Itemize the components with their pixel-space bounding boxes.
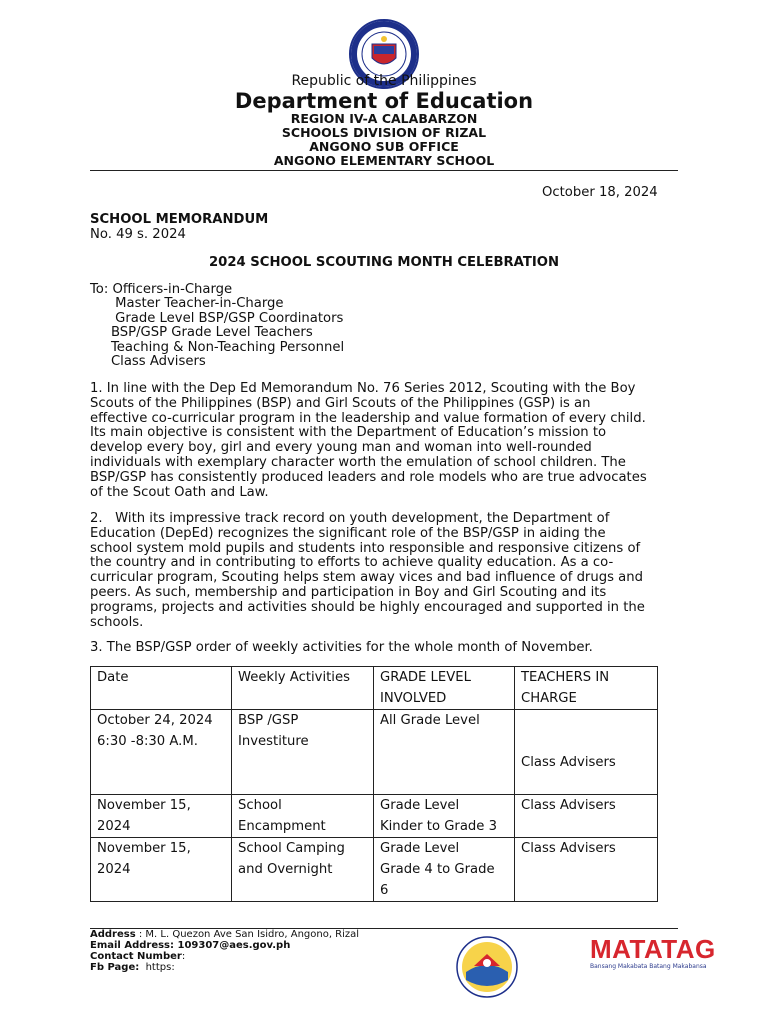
recipient-line: Master Teacher-in-Charge bbox=[90, 296, 284, 312]
footer-fb: Fb Page: https: bbox=[90, 962, 175, 973]
matatag-tagline: Bansang Makabata Batang Makabansa bbox=[590, 963, 707, 970]
bagong-pilipinas-logo-icon bbox=[456, 936, 518, 998]
paragraph-1 bbox=[90, 382, 680, 500]
table-cell-grade: Grade Level Grade 4 to Grade 6 bbox=[374, 838, 515, 902]
paragraph-line: the country and in contributing to efforts to achieve quality education. As a co- bbox=[90, 555, 614, 571]
table-cell-activity: School Encampment bbox=[232, 795, 374, 838]
table-cell-teachers: Class Advisers bbox=[515, 710, 658, 795]
header-cell-date: Date bbox=[91, 667, 232, 710]
footer-email: Email Address: 109307@aes.gov.ph bbox=[90, 940, 291, 951]
recipient-line: Grade Level BSP/GSP Coordinators bbox=[90, 310, 344, 326]
division-line: SCHOOLS DIVISION OF RIZAL bbox=[281, 125, 487, 140]
recipient-line: BSP/GSP Grade Level Teachers bbox=[90, 325, 313, 341]
paragraph-2 bbox=[90, 512, 680, 630]
recipient-line: Teaching & Non-Teaching Personnel bbox=[90, 339, 345, 355]
recipient-line: To: Officers-in-Charge bbox=[90, 282, 233, 297]
table-row bbox=[91, 795, 658, 838]
table-cell-date: October 24, 2024 6:30 -8:30 A.M. bbox=[91, 710, 232, 795]
paragraph-line: curricular program, Scouting helps stem away vices and bad influence of drugs and bbox=[90, 570, 643, 586]
header-cell-teachers: TEACHERS IN CHARGE bbox=[515, 667, 658, 710]
table-cell-grade: Grade Level Kinder to Grade 3 bbox=[374, 795, 515, 838]
paragraph-line: schools. bbox=[90, 614, 144, 630]
paragraph-line: Scouts of the Philippines (BSP) and Girl Scouts of the Philippines (GSP) is an bbox=[90, 395, 591, 411]
table-row bbox=[91, 838, 658, 902]
paragraph-line: effective co-curricular program in the leadership and value formation of every child. bbox=[90, 410, 646, 426]
activities-table bbox=[90, 666, 658, 902]
table-cell-teachers: Class Advisers bbox=[515, 838, 658, 902]
recipient-list bbox=[90, 283, 344, 369]
sub-office-line: ANGONO SUB OFFICE bbox=[309, 139, 459, 154]
paragraph-3 bbox=[90, 641, 680, 656]
table-cell-grade: All Grade Level bbox=[374, 710, 515, 795]
header-cell-activities: Weekly Activities bbox=[232, 667, 374, 710]
paragraph-line: 1. In line with the Dep Ed Memorandum No. 76 Series 2012, Scouting with the Boy bbox=[90, 381, 636, 396]
region-line: REGION IV-A CALABARZON bbox=[290, 111, 478, 126]
paragraph-line: 2. With its impressive track record on youth development, the Department of bbox=[90, 511, 610, 526]
paragraph-line: of the Scout Oath and Law. bbox=[90, 484, 269, 500]
matatag-wordmark: MATATAG bbox=[590, 934, 716, 964]
paragraph-line: peers. As such, membership and participation in Boy and Girl Scouting and its bbox=[90, 584, 607, 600]
table-header-row bbox=[91, 667, 658, 710]
table-cell-activity: School Camping and Overnight bbox=[232, 838, 374, 902]
table-cell-date: November 15, 2024 bbox=[91, 838, 232, 902]
memo-number: No. 49 s. 2024 bbox=[90, 227, 186, 242]
header-cell-grade-level: GRADE LEVEL INVOLVED bbox=[374, 667, 515, 710]
paragraph-line: Education (DepEd) recognizes the significant role of the BSP/GSP in aiding the bbox=[90, 525, 606, 541]
table-cell-date: November 15, 2024 bbox=[91, 795, 232, 838]
table-row bbox=[91, 710, 658, 795]
recipient-line: Class Advisers bbox=[90, 354, 206, 370]
footer-contact: Contact Number: bbox=[90, 951, 186, 962]
memo-date: October 18, 2024 bbox=[542, 185, 658, 200]
memo-subject: 2024 SCHOOL SCOUTING MONTH CELEBRATION bbox=[208, 255, 559, 270]
school-line: ANGONO ELEMENTARY SCHOOL bbox=[273, 153, 495, 168]
paragraph-line: individuals with exemplary character worth the emulation of school children. The bbox=[90, 454, 626, 470]
footer-address: Address : M. L. Quezon Ave San Isidro, Angono, Rizal bbox=[90, 929, 360, 940]
matatag-logo bbox=[590, 934, 716, 970]
paragraph-line: develop every boy, girl and every young man and woman into well-rounded bbox=[90, 440, 592, 456]
table-cell-activity: BSP /GSP Investiture bbox=[232, 710, 374, 795]
memo-title: SCHOOL MEMORANDUM bbox=[90, 212, 269, 227]
paragraph-line: Its main objective is consistent with the Department of Education’s mission to bbox=[90, 425, 607, 441]
department-heading: Department of Education bbox=[234, 89, 534, 113]
paragraph-line: school system mold pupils and students into responsible and responsive citizens of bbox=[90, 540, 641, 556]
header-divider bbox=[90, 170, 678, 171]
table-cell-teachers: Class Advisers bbox=[515, 795, 658, 838]
paragraph-line: BSP/GSP has consistently produced leaders and role models who are true advocates bbox=[90, 469, 647, 485]
paragraph-line: programs, projects and activities should be highly encouraged and supported in the bbox=[90, 599, 645, 615]
paragraph-line: 3. The BSP/GSP order of weekly activities for the whole month of November. bbox=[90, 640, 593, 655]
republic-heading: Republic of the Philippines bbox=[291, 73, 477, 89]
